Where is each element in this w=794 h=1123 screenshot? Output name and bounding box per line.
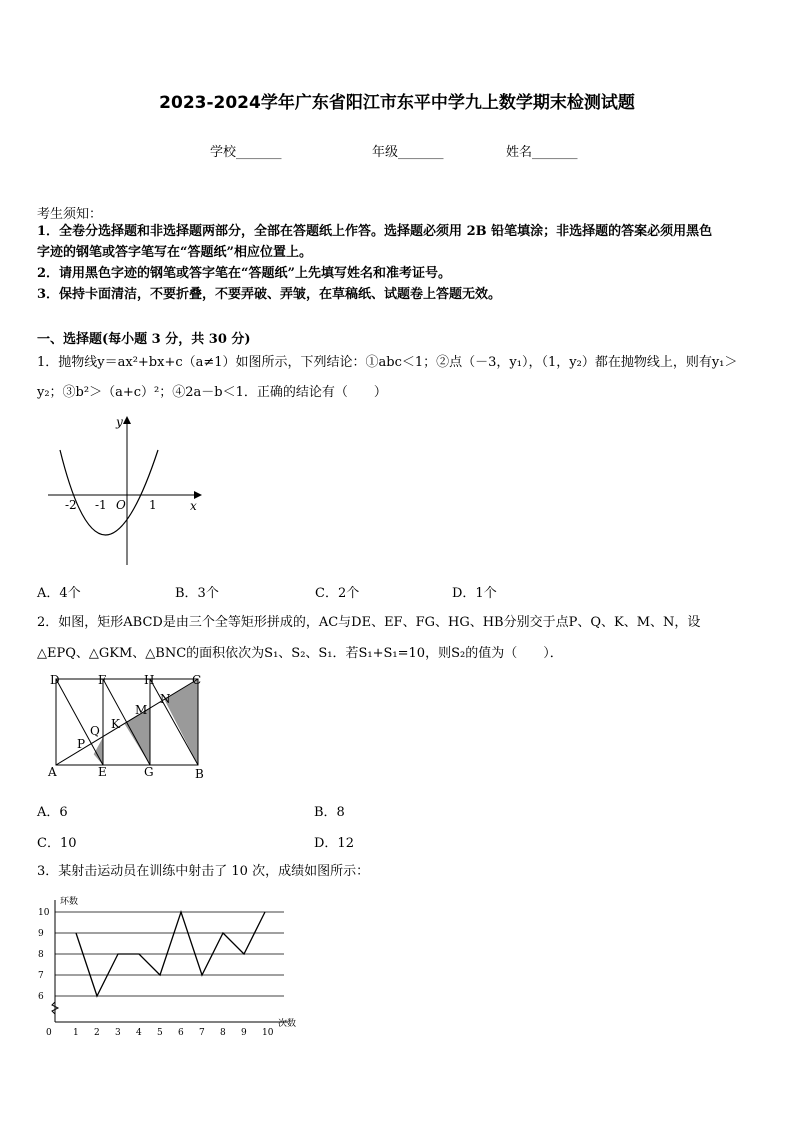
origin-label: O	[116, 498, 126, 512]
q2-rectangle-figure	[40, 668, 220, 783]
y-label: y	[116, 415, 123, 429]
label-q: Q	[90, 724, 100, 738]
label-a: A	[48, 765, 57, 779]
q3-text-line1: 3．某射击运动员在训练中射击了 10 次，成绩如图所示：	[37, 864, 370, 879]
x-tick-label: 1	[73, 1028, 79, 1038]
label-f: F	[98, 673, 107, 687]
y-tick-label: 8	[38, 950, 44, 960]
x-tick-label: 8	[220, 1028, 226, 1038]
notice-heading: 考生须知：	[37, 207, 103, 222]
notice-item-1a: 1．全卷分选择题和非选择题两部分，全部在答题纸上作答。选择题必须用 2B 铅笔填涂；非选择题的答案必须用黑色	[37, 224, 713, 239]
label-n: N	[160, 692, 171, 706]
x-label: x	[190, 499, 197, 513]
label-b: B	[195, 767, 204, 781]
name-field: 姓名_______	[506, 145, 578, 160]
label-g: G	[144, 765, 154, 779]
tick-label-m1: -1	[95, 498, 107, 512]
y-tick-label: 10	[38, 908, 50, 918]
tick-label-m2: -2	[65, 498, 77, 512]
q1-parabola-graph	[40, 410, 210, 570]
notice-item-2: 2．请用黑色字迹的钢笔或答字笔在“答题纸”上先填写姓名和准考证号。	[37, 266, 452, 281]
q3-score-chart	[30, 888, 310, 1038]
y-tick-label: 7	[38, 971, 44, 981]
y-tick-label: 9	[38, 929, 44, 939]
x-tick-label: 6	[178, 1028, 184, 1038]
q1-option-b: B．3个	[175, 586, 219, 601]
label-k: K	[111, 717, 120, 731]
q2-option-b: B．8	[314, 805, 345, 820]
x-tick-label: 5	[157, 1028, 163, 1038]
q2-option-c: C．10	[37, 836, 77, 851]
q1-option-a: A．4个	[37, 586, 81, 601]
section-heading: 一、选择题(每小题 3 分，共 30 分)	[37, 332, 251, 347]
q1-option-d: D．1个	[452, 586, 497, 601]
notice-item-1b: 字迹的钢笔或答字笔写在“答题纸”相应位置上。	[37, 245, 312, 260]
x-tick-label: 10	[262, 1028, 274, 1038]
q2-text-line2: △EPQ、△GKM、△BNC的面积依次为S₁、S₂、S₁．若S₁+S₁=10，则S₂的值为（ ）．	[37, 646, 563, 661]
chart-y-label: 环数	[60, 897, 79, 907]
label-e: E	[98, 765, 107, 779]
school-field: 学校_______	[210, 145, 282, 160]
x-tick-label: 2	[94, 1028, 100, 1038]
chart-x-label: 次数	[278, 1019, 297, 1029]
q2-option-a: A．6	[37, 805, 68, 820]
q1-option-c: C．2个	[315, 586, 360, 601]
x-tick-label: 7	[199, 1028, 205, 1038]
q1-text-line2: y₂；③b²＞（a+c）²；④2a－b＜1．正确的结论有（ ）	[37, 385, 387, 400]
label-m: M	[135, 703, 148, 717]
label-h: H	[144, 673, 155, 687]
x-tick-label: 4	[136, 1028, 142, 1038]
exam-title: 2023-2024学年广东省阳江市东平中学九上数学期末检测试题	[159, 93, 635, 113]
x-tick-label: 9	[241, 1028, 247, 1038]
label-c: C	[192, 673, 202, 687]
q1-text-line1: 1．抛物线y＝ax²+bx+c（a≠1）如图所示，下列结论：①abc＜1；②点（－3，y₁），（1，y₂）都在抛物线上，则有y₁＞	[37, 355, 738, 370]
grade-field: 年级_______	[372, 145, 444, 160]
x-tick-label: 0	[46, 1028, 52, 1038]
notice-item-3: 3．保持卡面清洁，不要折叠，不要弄破、弄皱，在草稿纸、试题卷上答题无效。	[37, 287, 502, 302]
q2-text-line1: 2．如图，矩形ABCD是由三个全等矩形拼成的，AC与DE、EF、FG、HG、HB分别交于点P、Q、K、M、N，设	[37, 615, 701, 630]
parabola-curve	[60, 450, 158, 535]
label-p: P	[77, 737, 86, 751]
q2-option-d: D．12	[314, 836, 354, 851]
segment-de	[56, 679, 103, 765]
label-d: D	[50, 673, 60, 687]
y-tick-label: 6	[38, 992, 44, 1002]
x-tick-label: 3	[115, 1028, 121, 1038]
tick-label-p1: 1	[149, 498, 157, 512]
